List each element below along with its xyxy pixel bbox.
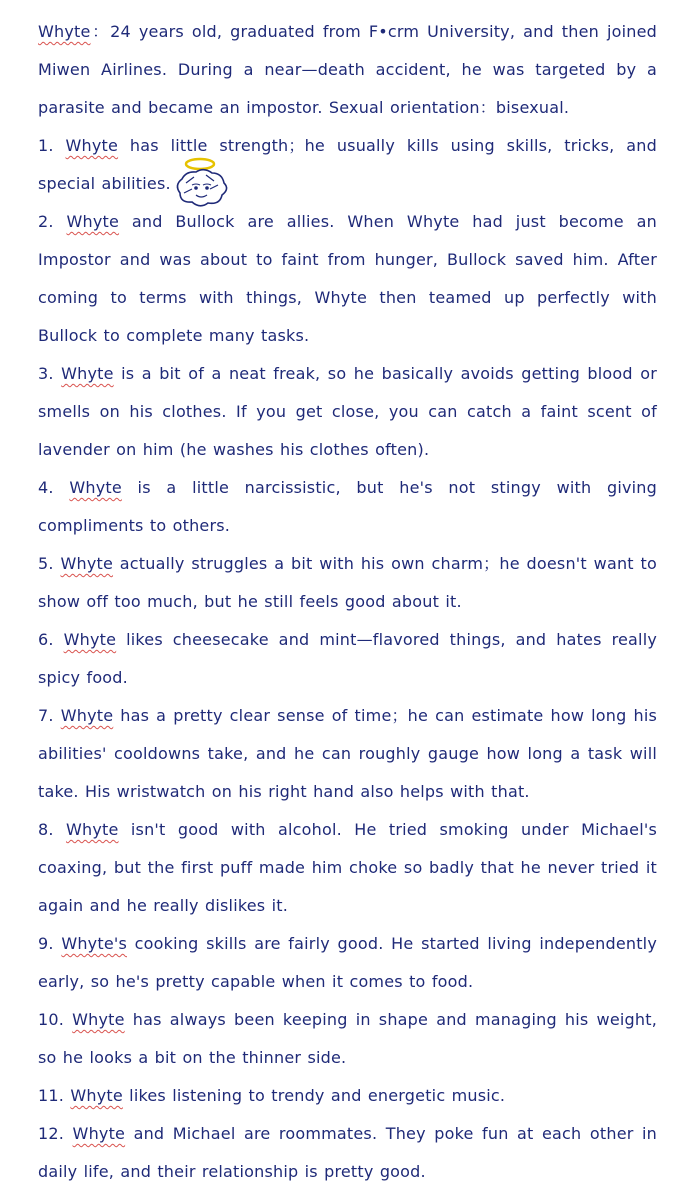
character-name: Whyte bbox=[60, 706, 114, 725]
character-name: Whyte bbox=[66, 820, 119, 839]
item-number: 2. bbox=[38, 212, 67, 231]
item-text: likes cheesecake and mint—flavored things, and hates really spicy food. bbox=[38, 630, 658, 687]
item-text: is a little narcissistic, but he's not stingy with giving compliments to others. bbox=[38, 478, 658, 535]
character-name: Whyte bbox=[61, 364, 114, 383]
character-profile-document bbox=[38, 13, 657, 1191]
list-item bbox=[38, 1115, 657, 1191]
list-item bbox=[38, 925, 657, 1001]
item-number: 4. bbox=[38, 478, 70, 497]
item-text: has a pretty clear sense of time；he can estimate how long his abilities' cooldowns take, and he can roughly gauge how long a task will take. His wristwatch on his right hand also helps with that. bbox=[38, 706, 658, 801]
list-item bbox=[38, 203, 657, 355]
list-item bbox=[38, 1077, 657, 1115]
item-text: actually struggles a bit with his own charm；he doesn't want to show off too much, but he still feels good about it. bbox=[38, 554, 658, 611]
item-number: 7. bbox=[38, 706, 61, 725]
list-item bbox=[38, 545, 657, 621]
list-item bbox=[38, 469, 657, 545]
item-text: cooking skills are fairly good. He started living independently early, so he's pretty capable when it comes to food. bbox=[38, 934, 657, 991]
item-text: is a bit of a neat freak, so he basically avoids getting blood or smells on his clothes. If you get close, you can catch a faint scent of lavender on him (he washes his clothes often). bbox=[38, 364, 657, 459]
item-text: and Bullock are allies. When Whyte had just become an Impostor and was about to faint from hunger, Bullock saved him. After coming to terms with things, Whyte then teamed up perfectly with Bullock to complete many tasks. bbox=[38, 212, 657, 345]
item-number: 11. bbox=[38, 1086, 71, 1105]
character-name: Whyte bbox=[60, 554, 114, 573]
list-item bbox=[38, 355, 657, 469]
character-name: Whyte bbox=[65, 136, 119, 155]
item-text: and Michael are roommates. They poke fun at each other in daily life, and their relationship is pretty good. bbox=[38, 1124, 657, 1181]
item-number: 1. bbox=[38, 136, 66, 155]
list-item bbox=[38, 1001, 657, 1077]
intro-text: ：24 years old, graduated from F•crm University, and then joined Miwen Airlines. During a near—death accident, he was targeted by a parasite and became an impostor. Sexual orientation：bisexual. bbox=[38, 22, 657, 117]
list-item bbox=[38, 621, 657, 697]
list-item bbox=[38, 811, 657, 925]
character-name: Whyte bbox=[72, 1010, 125, 1029]
character-name: Whyte bbox=[72, 1124, 126, 1143]
item-number: 5. bbox=[38, 554, 61, 573]
list-item bbox=[38, 127, 657, 203]
angel-halo-doodle-icon bbox=[170, 155, 232, 211]
item-number: 12. bbox=[38, 1124, 73, 1143]
item-text: has little strength；he usually kills using skills, tricks, and special abilities. bbox=[38, 136, 658, 193]
character-name: Whyte bbox=[70, 1086, 123, 1105]
item-number: 6. bbox=[38, 630, 64, 649]
item-text: has always been keeping in shape and managing his weight, so he looks a bit on the thinner side. bbox=[38, 1010, 657, 1067]
item-number: 8. bbox=[38, 820, 67, 839]
item-number: 10. bbox=[38, 1010, 73, 1029]
character-name: Whyte bbox=[66, 212, 120, 231]
intro-paragraph bbox=[38, 13, 657, 127]
item-text: likes listening to trendy and energetic music. bbox=[122, 1086, 506, 1105]
list-item bbox=[38, 697, 657, 811]
item-number: 3. bbox=[38, 364, 62, 383]
character-name: Whyte bbox=[69, 478, 122, 497]
character-name: Whyte's bbox=[61, 934, 127, 953]
item-text: isn't good with alcohol. He tried smoking under Michael's coaxing, but the first puff made him choke so badly that he never tried it again and he really dislikes it. bbox=[38, 820, 657, 915]
character-name: Whyte bbox=[38, 22, 91, 41]
character-name: Whyte bbox=[63, 630, 117, 649]
item-number: 9. bbox=[38, 934, 62, 953]
